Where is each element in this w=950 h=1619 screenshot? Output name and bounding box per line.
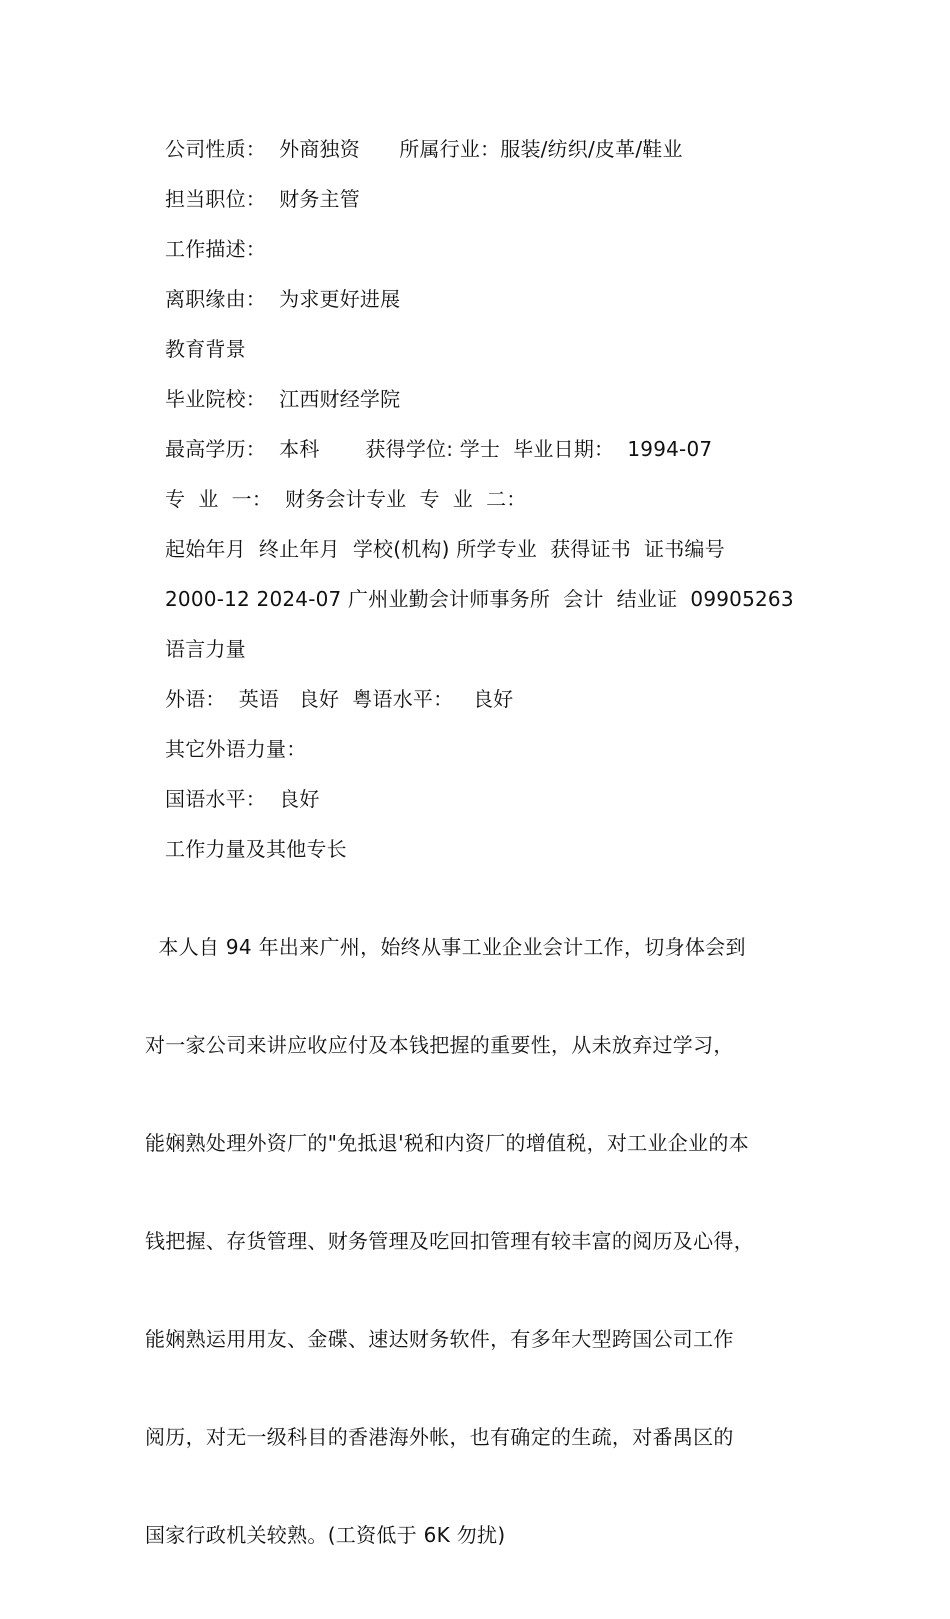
field-other-languages: 其它外语力量： [165,737,307,761]
section-heading-skills: 工作力量及其他专长 [165,837,347,861]
field-job-description: 工作描述： [165,237,266,261]
skills-paragraph [145,885,825,1619]
paragraph-line: 本人自 94 年出来广州，始终从事工业企业会计工作，切身体会到 [145,935,746,959]
field-foreign-language: 外语： 英语 良好 粤语水平： 良好 [165,687,514,711]
paragraph-line: 能娴熟运用用友、金碟、速达财务软件，有多年大型跨国公司工作 [145,1327,734,1351]
field-company-nature: 公司性质： 外商独资 所属行业：服装/纺织/皮革/鞋业 [165,137,683,161]
paragraph-line: 能娴熟处理外资厂的"免抵退'税和内资厂的增值税，对工业企业的本 [145,1131,749,1155]
field-school: 毕业院校： 江西财经学院 [165,387,401,411]
section-heading-education: 教育背景 [165,337,246,361]
training-table-header: 起始年月 终止年月 学校(机构) 所学专业 获得证书 证书编号 [165,537,725,561]
field-degree: 最高学历： 本科 获得学位: 学士 毕业日期： 1994-07 [165,437,713,461]
field-position: 担当职位： 财务主管 [165,187,360,211]
paragraph-line: 国家行政机关较熟。(工资低于 6K 勿扰) [145,1523,506,1547]
field-leave-reason: 离职缘由： 为求更好进展 [165,287,401,311]
section-heading-language: 语言力量 [165,637,246,661]
paragraph-line: 对一家公司来讲应收应付及本钱把握的重要性，从未放弃过学习， [145,1033,734,1057]
paragraph-line: 钱把握、存货管理、财务管理及吃回扣管理有较丰富的阅历及心得， [145,1229,754,1253]
training-table-row: 2000-12 2024-07 广州业勤会计师事务所 会计 结业证 09905263 [165,587,794,611]
field-major: 专 业 一： 财务会计专业 专 业 二： [165,487,527,511]
field-mandarin: 国语水平： 良好 [165,787,320,811]
paragraph-line: 阅历，对无一级科目的香港海外帐，也有确定的生疏，对番禺区的 [145,1425,734,1449]
